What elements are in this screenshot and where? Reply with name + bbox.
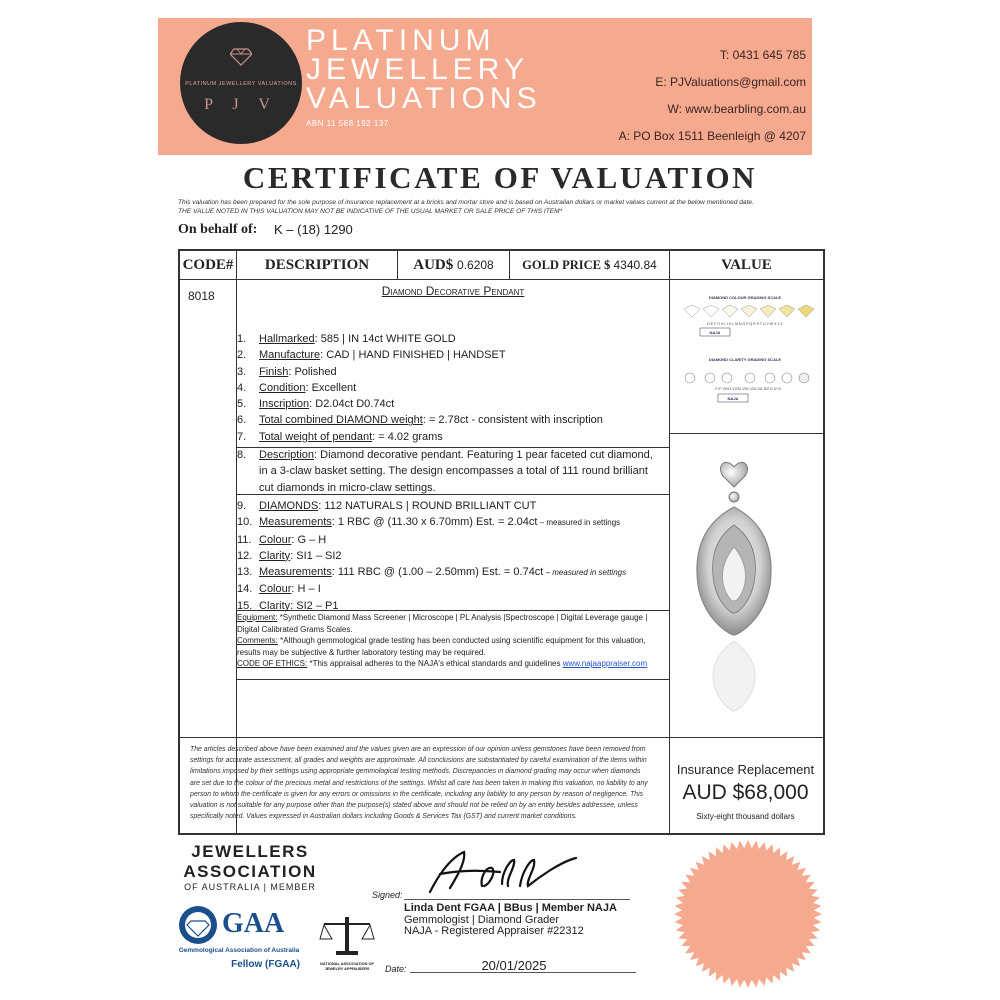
address: A: PO Box 1511 Beenleigh @ 4207	[618, 129, 806, 143]
pendant-photo	[670, 435, 821, 747]
signer-role: Gemmologist | Diamond Grader	[404, 913, 560, 926]
list-item	[237, 564, 667, 581]
ethics-note	[237, 658, 669, 670]
comments-text: *Although gemmological grade testing has been conducted using scientific equipment for this valuation, results may be subjective & further laboratory testing may be required.	[237, 636, 646, 657]
item-number: 10.	[237, 516, 253, 529]
svg-text:F IF VVS1 VVS2 VS1 VS2: F IF VVS1 VVS2 VS1 VS2 SI1 SI2 I1 I2 I3	[715, 387, 781, 391]
pendant-illustration	[670, 435, 821, 747]
item-label: Condition	[259, 381, 306, 394]
item-label: Clarity	[259, 599, 291, 612]
item-text: : H – I	[291, 583, 321, 596]
jewellers-association-logo	[180, 842, 320, 892]
aud-rate-header	[398, 251, 509, 279]
gold-value: 4340.84	[613, 258, 657, 272]
list-item	[237, 347, 667, 363]
ethics-text: *This appraisal adheres to the NAJA's ethical standards and guidelines	[307, 659, 563, 668]
email[interactable]: E: PJValuations@gmail.com	[655, 75, 806, 89]
item-text: : 112 NATURALS | ROUND BRILLIANT CUT	[318, 499, 537, 512]
diamond-icon	[230, 48, 252, 66]
item-label: Clarity	[259, 549, 291, 562]
date-label: Date:	[385, 964, 407, 974]
item-number: 9.	[237, 499, 247, 512]
list-item	[237, 412, 667, 428]
item-text: : CAD | HAND FINISHED | HANDSET	[320, 349, 506, 362]
item-text: : 1 RBC @ (11.30 x 6.70mm) Est. = 2.04ct	[331, 516, 538, 529]
item-label: Finish	[259, 365, 289, 378]
item-note: – measured in settings	[543, 568, 627, 578]
item-text: : = 4.02 grams	[372, 430, 443, 443]
logo-initials: P J V	[204, 96, 278, 113]
item-label: DIAMONDS	[259, 499, 319, 512]
date-value: 20/01/2025	[481, 958, 547, 973]
item-number: 12.	[237, 549, 253, 562]
brand-line: PLATINUM	[306, 24, 496, 57]
comments-note	[237, 635, 669, 658]
code-header: CODE#	[182, 257, 234, 273]
item-text: : D2.04ct D0.74ct	[309, 398, 395, 411]
brand-line: VALUATIONS	[306, 82, 542, 115]
gaa-subtitle: Gemmological Association of Australia	[178, 947, 300, 954]
svg-text:D E F G H I J K L M N O: D E F G H I J K L M N O P Q R S T U V W X Y Z	[707, 322, 783, 326]
item-text: : 585 | IN 14ct WHITE GOLD	[314, 333, 456, 345]
phone: T: 0431 645 785	[719, 48, 806, 62]
item-number: 6.	[237, 414, 247, 427]
gold-label: GOLD PRICE $	[522, 258, 611, 272]
equipment-text: *Synthetic Diamond Mass Screener | Microscope | PL Analysis |Spectroscope | Digital Leverage gauge | Digital Calibrated Grams Scales.	[237, 613, 648, 634]
disclaimer-line: This valuation has been prepared for the sole purpose of insurance replacement at a bricks and mortar store and is based on Australian dollars or market values current at the below mentioned date.	[178, 199, 754, 206]
item-text: : = 2.78ct - consistent with inscription	[422, 414, 603, 427]
equipment-note	[237, 612, 669, 635]
date-line	[410, 972, 636, 973]
item-text: : Excellent	[305, 381, 357, 394]
fine-print: The articles described above have been examined and the values given are an expression of our opinion unless gemstones have been removed from settings for accurate assessment, all grades and weights are approximate. All conclusions are substantiated by careful examination of the items within limitations imposed by their settings using appropriate gemmological testing methods. Discrepancies in diamond grading may occur when diamonds are set due to the colour of the precious metal and restrictions of the settings. Whilst all care has been taken in making this valuation, no liability to any person to whom the certificate is given for any errors or omissions in the certificate, including any liability to any person by reason of negligence. This valuation is not suitable for any purpose other than the purpose(s) stated above and should not be relied on by an entity besides addressee, unless specifically noted. Values expressed in Australian dollars including Goods & Services Tax (GST) and current market conditions.	[190, 746, 648, 821]
company-logo	[180, 22, 302, 144]
item-number: 11.	[237, 533, 252, 546]
naja-badge: NAJA	[727, 396, 739, 401]
ja-line: ASSOCIATION	[183, 862, 317, 881]
ja-line: JEWELLERS	[191, 842, 309, 861]
list-item	[237, 548, 667, 564]
signer-block	[404, 903, 617, 938]
naja-text	[316, 961, 378, 971]
item-label: Colour	[259, 583, 292, 596]
description-list	[237, 331, 667, 614]
on-behalf-label: On behalf of:	[178, 222, 258, 237]
item-number: 7.	[237, 430, 247, 443]
equipment-label: Equipment:	[237, 613, 278, 622]
item-text: : Polished	[288, 365, 337, 378]
on-behalf-value: K – (18) 1290	[274, 222, 353, 237]
item-note: – measured in settings	[537, 518, 621, 528]
aud-value: 0.6208	[457, 258, 494, 272]
item-number: 15.	[237, 599, 253, 612]
signed-label: Signed:	[372, 890, 403, 900]
divider	[669, 433, 823, 434]
item-label: Hallmarked	[259, 333, 315, 345]
insurance-label: Insurance Replacement	[676, 762, 815, 777]
list-item	[237, 380, 667, 396]
naja-logo	[318, 913, 376, 971]
gaa-emblem-icon	[178, 905, 218, 945]
comments-label: Comments:	[237, 636, 278, 645]
list-item	[237, 396, 667, 412]
logo-text: PLATINUM JEWELLERY VALUATIONS	[185, 81, 297, 87]
valuation-table	[178, 249, 825, 835]
brand-line: JEWELLERY	[306, 53, 529, 86]
value-header: VALUE	[721, 257, 772, 273]
gaa-fellow: Fellow (FGAA)	[231, 959, 300, 970]
ja-member: OF AUSTRALIA | MEMBER	[184, 882, 316, 892]
signer-name: Linda Dent FGAA | BBus | Member NAJA	[404, 902, 617, 914]
list-item	[237, 447, 667, 496]
item-label: Measurements	[259, 516, 332, 529]
item-number: 2.	[237, 349, 247, 362]
list-item	[237, 514, 667, 531]
item-text: : G – H	[291, 533, 327, 546]
list-item	[237, 532, 667, 548]
item-number: 4.	[237, 381, 247, 394]
contact-block	[619, 42, 806, 150]
item-body	[259, 447, 663, 496]
naja-badge: NAJA	[709, 330, 721, 335]
disclaimer-line: THE VALUE NOTED IN THIS VALUATION MAY NOT BE INDICATIVE OF THE USUAL MARKET OR SALE PRICE OF THIS ITEM*	[178, 208, 563, 215]
product-name: Diamond Decorative Pendant	[381, 284, 525, 298]
item-number: 8.	[237, 449, 247, 462]
grading-scale-graphic	[670, 281, 821, 433]
naja-link[interactable]: www.najaappraiser.com	[562, 659, 648, 668]
gold-price-header	[510, 251, 669, 279]
item-number: 13.	[237, 566, 253, 579]
item-text: : SI1 – SI2	[290, 549, 342, 562]
signature-line	[404, 899, 630, 900]
letterhead	[158, 18, 812, 155]
item-number: 1.	[237, 333, 247, 345]
list-item	[237, 429, 667, 445]
aud-label: AUD$	[413, 257, 454, 273]
signer-registration: NAJA - Registered Appraiser #22312	[404, 925, 584, 937]
item-label: Measurements	[259, 566, 332, 579]
colour-scale-title: DIAMOND COLOUR GRADING SCALE	[708, 295, 782, 300]
item-number: 14.	[237, 583, 253, 596]
insurance-value-words: Sixty-eight thousand dollars	[696, 812, 795, 821]
website[interactable]: W: www.bearbling.com.au	[667, 102, 806, 116]
item-label: Manufacture	[259, 349, 321, 362]
brand-name	[306, 26, 542, 113]
ethics-label: CODE OF ETHICS:	[237, 659, 308, 668]
scales-icon	[318, 913, 376, 961]
disclaimer	[178, 198, 828, 216]
list-item	[237, 331, 667, 347]
signature	[410, 848, 580, 896]
clarity-scale-title: DIAMOND CLARITY GRADING SCALE	[708, 357, 782, 362]
item-text: : SI2 – P1	[290, 599, 339, 612]
naja-line: JEWELRY APPRAISERS	[324, 966, 370, 971]
item-label: Description	[259, 449, 315, 462]
list-item	[237, 364, 667, 380]
grading-scale-chart	[670, 281, 821, 433]
divider	[180, 279, 823, 280]
item-number: 5.	[237, 398, 247, 411]
divider	[236, 679, 669, 680]
gaa-text: GAA	[222, 908, 285, 939]
item-code: 8018	[188, 289, 215, 303]
item-text: : 111 RBC @ (1.00 – 2.50mm) Est. = 0.74ct	[331, 566, 544, 579]
naja-line: NATIONAL ASSOCIATION OF	[320, 961, 374, 966]
item-label: Colour	[259, 533, 292, 546]
item-text: : Diamond decorative pendant. Featuring 1 pear faceted cut diamond, in a 3-claw basket setting. The design encompasses a total of 111 round brilliant cut diamonds in micro-claw settings.	[259, 449, 653, 494]
notes-block	[237, 612, 669, 670]
seal-stamp	[668, 834, 828, 994]
item-number: 3.	[237, 365, 247, 378]
list-item	[237, 498, 667, 514]
insurance-value: AUD $68,000	[682, 781, 809, 804]
item-label: Inscription	[259, 398, 310, 411]
item-label: Total combined DIAMOND weight	[259, 414, 423, 427]
item-label: Total weight of pendant	[259, 430, 373, 443]
description-header: DESCRIPTION	[264, 257, 370, 273]
certificate-title: CERTIFICATE OF VALUATION	[242, 160, 758, 195]
list-item	[237, 581, 667, 597]
abn-number: ABN 11 588 192 137	[306, 119, 389, 128]
